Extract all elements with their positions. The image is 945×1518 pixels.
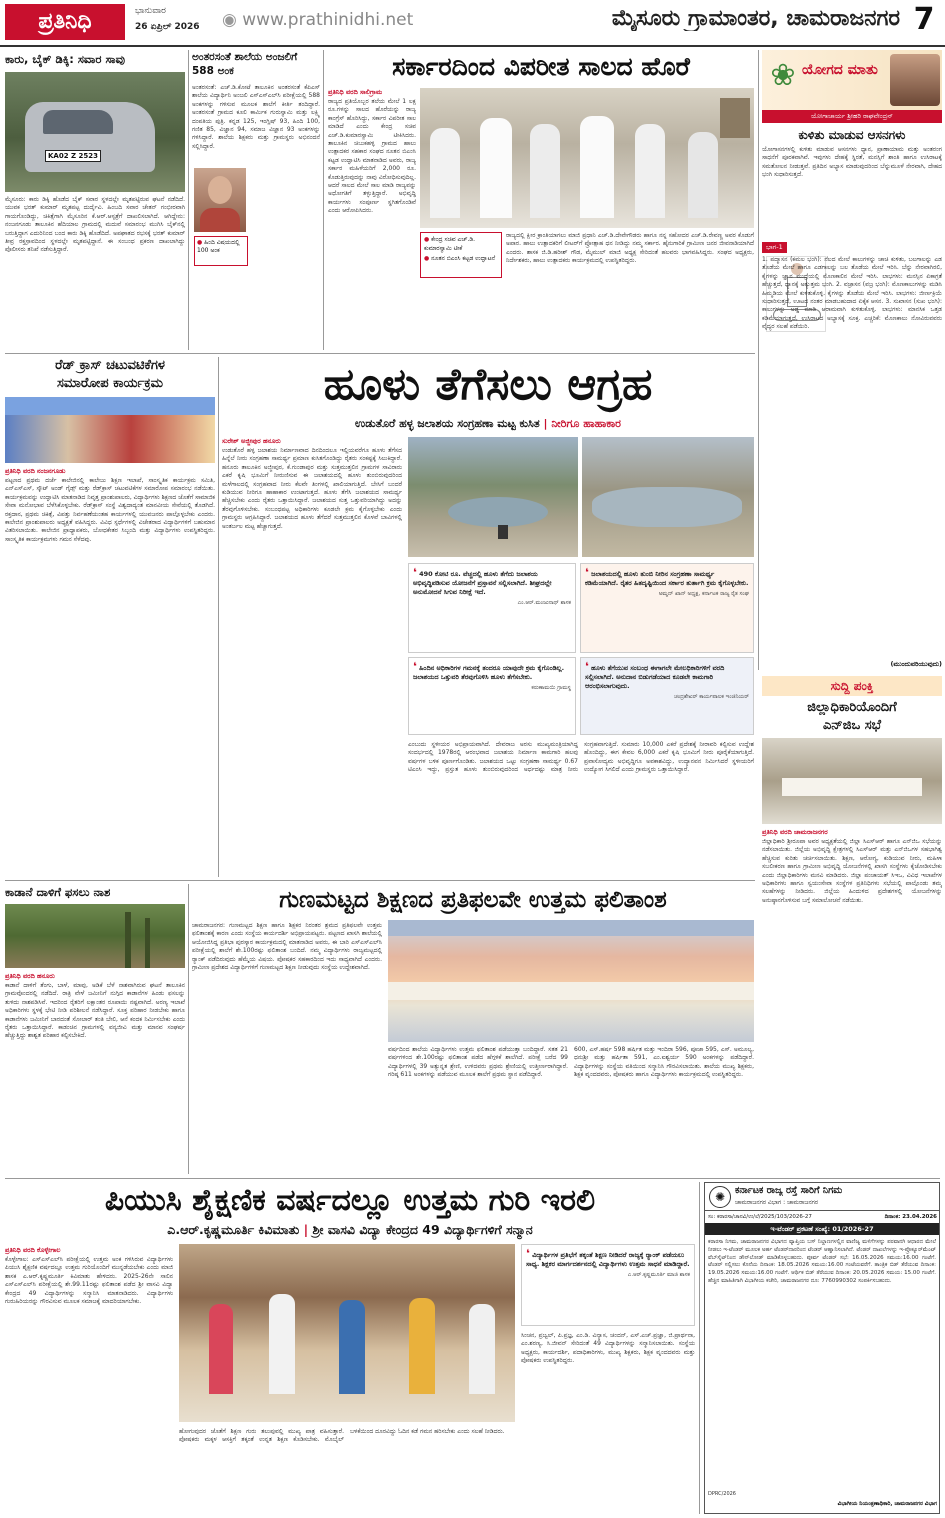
quote-box-3 xyxy=(408,657,576,735)
yoga-author-bar xyxy=(762,110,942,123)
issue-day: ಭಾನುವಾರ xyxy=(135,6,166,16)
accident-body: ಮೈಸೂರು: ಕಾರು ಡಿಕ್ಕಿ ಹೊಡೆದ ಬೈಕ್ ಸವಾರ ಸ್ಥಳದಲ್ಲೇ ಮೃತಪಟ್ಟಿರುವ ಘಟನೆ ನಡೆದಿದೆ. ಯುವಕ ಭರತ್ ಕುಮಾರ್ ಮೃತಪಟ್ಟ ದುರ್ದೈವಿ. ಹಿಂಬದಿ ಸವಾರ ಚೇತನ್ ಗಂಭೀರವಾಗಿ ಗಾಯಗೊಂಡಿದ್ದು, ಚಿಕಿತ್ಸೆಗಾಗಿ ಮೈಸೂರಿನ ಕೆ.ಆರ್.ಆಸ್ಪತ್ರೆಗೆ ದಾಖಲಿಸಲಾಗಿದೆ. ಆಗಿದ್ದೇನು: ನಂಜನಗೂಡು ತಾಲೂಕಿನ ಹೆದಿಯಾಲ ಗ್ರಾಮದಲ್ಲಿ ಮದುವೆ ಸಮಾರಂಭ ಮುಗಿಸಿ ಬೈಕ್‌ನಲ್ಲಿ ಬರುತ್ತಿದ್ದಾಗ ಎದುರಿನಿಂದ ಬಂದ ಕಾರು ಡಿಕ್ಕಿ ಹೊಡೆದಿದೆ. ಅಪಘಾತದ ರಭಸಕ್ಕೆ ಭರತ್ ಕುಮಾರ್ ತೀವ್ರ ರಕ್ತಸ್ರಾವದಿಂದ ಸ್ಥಳದಲ್ಲೇ ಮೃತಪಟ್ಟಿದ್ದಾನೆ. ಈ ಸಂಬಂಧ ಪ್ರಕರಣ ದಾಖಲಾಗಿದ್ದು ಪೊಲೀಸರು ತನಿಖೆ ನಡೆಸುತ್ತಿದ್ದಾರೆ. xyxy=(5,196,185,254)
suddi-byline: ಪ್ರತಿನಿಧಿ ವರದಿ ಚಾಮರಾಜನಗರ xyxy=(762,828,828,836)
ngo-meeting-photo xyxy=(762,738,942,824)
results-body-mid: ವರ್ಷದಿಂದ ಶಾಲೆಯ ವಿದ್ಯಾರ್ಥಿಗಳು ಉತ್ತಮ ಫಲಿತಾಂಶ ಪಡೆಯುತ್ತಾ ಬಂದಿದ್ದಾರೆ. ಸತತ 21 ವರ್ಷಗಳಿಂದ ಶೇ.100ರಷ್ಟು ಫಲಿತಾಂಶ ಪಡೆದ ಹೆಗ್ಗಳಿಕೆ ಶಾಲೆಗಿದೆ. ಪರೀಕ್ಷೆ ಬರೆದ 99 ವಿದ್ಯಾರ್ಥಿಗಳಲ್ಲಿ 39 ಅತ್ಯುನ್ನತ ಶ್ರೇಣಿ, ಉಳಿದವರು ಪ್ರಥಮ ಶ್ರೇಣಿಯಲ್ಲಿ ಉತ್ತೀರ್ಣರಾಗಿದ್ದಾರೆ. ಗರಿಷ್ಠ 611 ಅಂಕಗಳನ್ನು ಪಡೆಯುವ ಮೂಲಕ ಶಾಲೆಗೆ ಪ್ರಥಮ ಸ್ಥಾನ ಪಡೆದಿದ್ದಾರೆ. xyxy=(388,1046,568,1079)
silt-body-right: ಎಂಬುದು ಸ್ಥಳೀಯರ ಅಭಿಪ್ರಾಯವಾಗಿದೆ. ದೇವರಾಜ ಅರಸು ಮುಖ್ಯಮಂತ್ರಿಯಾಗಿದ್ದ ಸಂದರ್ಭದಲ್ಲಿ 1978ರಲ್ಲಿ ಆರಂಭವಾದ ಜಲಾಶಯ ನಿರ್ಮಾಣ ಕಾಮಗಾರಿ ಹಲವು ವರ್ಷಗಳ ಬಳಿಕ ಪೂರ್ಣಗೊಂಡಿತು. ಜಲಾಶಯದ ಒಟ್ಟು ಸಂಗ್ರಹಣಾ ಸಾಮರ್ಥ್ಯ 0.67 ಟಿಎಂಸಿ ಇದ್ದು, ಪ್ರಸ್ತುತ ಹೂಳು ತುಂಬಿರುವುದರಿಂದ ಅರ್ಧದಷ್ಟು ಮಾತ್ರ ನೀರು ಸಂಗ್ರಹವಾಗುತ್ತಿದೆ. ಸುಮಾರು 10,000 ಎಕರೆ ಪ್ರದೇಶಕ್ಕೆ ನೀರಾವರಿ ಕಲ್ಪಿಸುವ ಉದ್ದೇಶ ಹೊಂದಿದ್ದು, ಈಗ ಕೇವಲ 6,000 ಎಕರೆ ಕೃಷಿ ಭೂಮಿಗೆ ನೀರು ಪೂರೈಕೆಯಾಗುತ್ತಿದೆ. ಪ್ರವಾಸೋದ್ಯಮ ಅಭಿವೃದ್ಧಿಗೂ ಅವಕಾಶವಿದ್ದು, ಉದ್ಯಾನವನ ನಿರ್ಮಿಸಿದರೆ ಸ್ಥಳೀಯರಿಗೆ ಉದ್ಯೋಗ ಸಿಗಲಿದೆ ಎಂದು ಗ್ರಾಮಸ್ಥರು ಒತ್ತಾಯಿಸಿದ್ದಾರೆ. xyxy=(408,741,754,774)
plate-number: KA02 Z 2523 xyxy=(45,150,101,162)
story-elephant xyxy=(5,884,185,1174)
loan-event-photo xyxy=(420,88,754,228)
felicitation-photo xyxy=(179,1244,515,1422)
issue-date: 26 ಏಪ್ರಿಲ್ 2026 xyxy=(135,22,200,32)
reservoir-photo-2 xyxy=(582,437,754,557)
redcross-headline-2: ಸಮಾರೋಪ ಕಾರ್ಯಕ್ರಮ xyxy=(56,376,163,391)
divider xyxy=(5,880,755,881)
drop-icon: ❛ xyxy=(585,566,589,579)
loan-info-box xyxy=(420,232,502,278)
quote-text-1: 490 ಕೋಟಿ ರೂ. ವೆಚ್ಚದಲ್ಲಿ ಹೂಳು ತೆಗೆದು ಜಲಾಶಯ ಅಭಿವೃದ್ಧಿಪಡಿಸುವ ಯೋಜನೆಗೆ ಪ್ರಸ್ತಾವನೆ ಸಲ್ಲಿಸಲಾಗಿದೆ. ಶೀಘ್ರದಲ್ಲೇ ಅನುಮೋದನೆ ಸಿಗುವ ನಿರೀಕ್ಷೆ ಇದೆ. xyxy=(413,570,552,596)
bullet-dot-icon: ● xyxy=(424,255,430,262)
pu-subhead-2: ಶ್ರೀ ವಾಸವಿ ವಿದ್ಯಾ ಕೇಂದ್ರದ 49 ವಿದ್ಯಾರ್ಥಿಗಳಿಗೆ ಸನ್ಮಾನ xyxy=(312,1222,533,1237)
yoga-banner xyxy=(762,50,942,110)
suddi-title: ಸುದ್ದಿ ಪಂಕ್ತಿ xyxy=(830,679,874,693)
pu-body-left: ಕೊಳ್ಳೇಗಾಲ: ಎಸ್ಎಸ್ಎಲ್‌ಸಿ ಪರೀಕ್ಷೆಯಲ್ಲಿ ಉತ್ತಮ ಅಂಕ ಗಳಿಸಿರುವ ವಿದ್ಯಾರ್ಥಿಗಳು ಪಿಯುಸಿ ಶೈಕ್ಷಣಿಕ ವರ್ಷದಲ್ಲೂ ಉತ್ತಮ ಗುರಿಯೊಂದಿಗೆ ಮುನ್ನಡೆಯಬೇಕು ಎಂದು ಮಾಜಿ ಶಾಸಕ ಎ.ಆರ್.ಕೃಷ್ಣಮೂರ್ತಿ ಕಿವಿಮಾತು ಹೇಳಿದರು. 2025-26ನೇ ಸಾಲಿನ ಎಸ್ಎಸ್ಎಲ್‌ಸಿ ಪರೀಕ್ಷೆಯಲ್ಲಿ ಶೇ.99.11ರಷ್ಟು ಫಲಿತಾಂಶ ಪಡೆದ ಶ್ರೀ ವಾಸವಿ ವಿದ್ಯಾ ಕೇಂದ್ರದ 49 ವಿದ್ಯಾರ್ಥಿಗಳನ್ನು ಸನ್ಮಾನಿಸಿ ಮಾತನಾಡಿದರು. ವಿದ್ಯಾರ್ಥಿಗಳು ಗುರುಹಿರಿಯರನ್ನು ಗೌರವಿಸುವ ಮೂಲಕ ಸಮಾಜಕ್ಕೆ ಮಾದರಿಯಾಗಬೇಕು. xyxy=(5,1256,173,1306)
tender-signoff: ವಿಭಾಗೀಯ ನಿಯಂತ್ರಣಾಧಿಕಾರಿ, ಚಾಮರಾಜನಗರ ವಿಭಾಗ xyxy=(837,1501,937,1507)
exam-caption: ಹಿಂದಿ ವಿಷಯದಲ್ಲಿ 100 ಅಂಕ xyxy=(197,239,240,254)
divider xyxy=(5,1178,940,1179)
divider xyxy=(188,884,189,1174)
redcross-photo xyxy=(5,397,215,463)
elephant-headline: ಕಾಡಾನೆ ದಾಳಿಗೆ ಫಸಲು ನಾಶ xyxy=(5,885,111,899)
quote-box-1 xyxy=(408,563,576,653)
divider xyxy=(188,50,189,350)
elephant-byline: ಪ್ರತಿನಿಧಿ ವರದಿ ಹನೂರು xyxy=(5,972,55,980)
bullet-dot-icon: ● xyxy=(424,236,430,243)
crop-damage-photo xyxy=(5,904,185,968)
story-accident xyxy=(5,50,185,350)
page-number: 7 xyxy=(913,2,935,37)
drop-icon: ❛ xyxy=(526,1247,530,1260)
pu-subhead-text: ಎ.ಆರ್.ಕೃಷ್ಣಮೂರ್ತಿ ಕಿವಿಮಾತು xyxy=(167,1222,300,1237)
suddi-headline-1: ಜಿಲ್ಲಾಧಿಕಾರಿಯೊಂದಿಗೆ xyxy=(807,700,897,715)
pu-byline: ಪ್ರತಿನಿಧಿ ವರದಿ ಕೊಳ್ಳೇಗಾಲ xyxy=(5,1246,61,1254)
results-headline: ಗುಣಮಟ್ಟದ ಶಿಕ್ಷಣದ ಪ್ರತಿಫಲವೇ ಉತ್ತಮ ಫಲಿತಾಂಶ xyxy=(279,887,667,913)
silt-subhead-text: ಉಡುತೊರೆ ಹಳ್ಳ ಜಲಾಶಯ ಸಂಗ್ರಹಣಾ ಮಟ್ಟ ಕುಸಿತ xyxy=(355,417,540,430)
pu-headline: ಪಿಯುಸಿ ಶೈಕ್ಷಣಿಕ ವರ್ಷದಲ್ಲೂ ಉತ್ತಮ ಗುರಿ ಇರಲಿ xyxy=(104,1183,596,1218)
quote-box-2 xyxy=(580,563,754,653)
drop-icon: ❛ xyxy=(413,660,417,673)
tender-notice-bar xyxy=(705,1223,939,1235)
info-row-1 xyxy=(424,236,498,253)
suddi-headline-2: ಎನ್‌ಜಿಒ ಸಭೆ xyxy=(822,718,882,733)
pu-subhead xyxy=(5,1222,695,1238)
tender-header xyxy=(705,1183,939,1211)
drop-icon: ❛ xyxy=(413,566,417,579)
subhead-separator: | xyxy=(543,417,552,430)
author-photo xyxy=(890,54,940,106)
tender-notice-no: ಇ-ಟೆಂಡರ್ ಪ್ರಕಟಣೆ ಸಂಖ್ಯೆ: 01/2026-27 xyxy=(770,1225,874,1233)
pu-quote-attr: ಎ.ಆರ್.ಕೃಷ್ಣಮೂರ್ತಿ ಮಾಜಿ ಶಾಸಕ xyxy=(627,1272,690,1278)
subhead-separator: | xyxy=(303,1222,313,1237)
loan-body-right: ರಾಜ್ಯದಲ್ಲಿ ಕ್ಷೀರ ಕ್ರಾಂತಿಯಾಗಲು ಮಾಜಿ ಪ್ರಧಾನಿ ಎಚ್.ಡಿ.ದೇವೇಗೌಡರು ಹಾಗೂ ನನ್ನ ಸಹೋದರ ಎಚ್.ಡಿ.ರೇವಣ್ಣ ಅವರ ಕೊಡುಗೆ ಅಪಾರ. ಹಾಲು ಉತ್ಪಾದಕರಿಗೆ ಲೀಟರ್‌ಗೆ ಪ್ರೋತ್ಸಾಹ ಧನ ನೀಡಿದ್ದು ನಮ್ಮ ಸರ್ಕಾರ. ಹೈನುಗಾರಿಕೆ ಗ್ರಾಮೀಣ ಜನರ ಜೀವನಾಡಿಯಾಗಿದೆ ಎಂದರು. ಶಾಸಕ ಜಿ.ಡಿ.ಹರೀಶ್ ಗೌಡ, ಮೈಮುಲ್ ಮಾಜಿ ಅಧ್ಯಕ್ಷ ಸೇರಿದಂತೆ ಹಲವರು ಭಾಗವಹಿಸಿದ್ದರು. ಸಂಘದ ಅಧ್ಯಕ್ಷರು, ನಿರ್ದೇಶಕರು, ಹಾಲು ಉತ್ಪಾದಕರು ಕಾರ್ಯಕ್ರಮದಲ್ಲಿ ಉಪಸ್ಥಿತರಿದ್ದರು. xyxy=(506,232,754,265)
exam-body: ಅಂತರಸಂತೆ: ಎಚ್.ಡಿ.ಕೋಟೆ ತಾಲೂಕಿನ ಅಂತರಸಂತೆ ಕೆಪಿಎಸ್ ಶಾಲೆಯ ವಿದ್ಯಾರ್ಥಿನಿ ಅಂಜಲಿ ಎಸ್ಎಸ್ಎಲ್‌ಸಿ ಪರೀಕ್ಷೆಯಲ್ಲಿ 588 ಅಂಕಗಳನ್ನು ಗಳಿಸುವ ಮೂಲಕ ಶಾಲೆಗೆ ಕೀರ್ತಿ ತಂದಿದ್ದಾರೆ. ಅಂತರಸಂತೆ ಗ್ರಾಮದ ಕೂಲಿ ಕಾರ್ಮಿಕ ಗುರುಸ್ವಾಮಿ ಮತ್ತು ಲಕ್ಷ್ಮಿ ದಂಪತಿಯ ಪುತ್ರಿ. ಕನ್ನಡ 125, ಇಂಗ್ಲಿಷ್ 93, ಹಿಂದಿ 100, ಗಣಿತ 85, ವಿಜ್ಞಾನ 94, ಸಮಾಜ ವಿಜ್ಞಾನ 93 ಅಂಕಗಳನ್ನು ಗಳಿಸಿದ್ದಾರೆ. ಶಾಲೆಯ ಶಿಕ್ಷಕರು ಮತ್ತು ಗ್ರಾಮಸ್ಥರು ಅಭಿನಂದನೆ ಸಲ್ಲಿಸಿದ್ದಾರೆ. xyxy=(192,84,320,150)
pu-body-mid: ಹೋಗುವುದರ ಜೊತೆಗೆ ಶಿಕ್ಷಣ ಗುರು ತಲುಪುವಲ್ಲಿ ಮುಖ್ಯ ಪಾತ್ರ ವಹಿಸುತ್ತಾರೆ. ಪೋಷಕರು ಮಕ್ಕಳ ಆಸಕ್ತಿಗೆ ತಕ್ಕಂತೆ ಉನ್ನತ ಶಿಕ್ಷಣ ಕೊಡಿಸಬೇಕು. ಮೊಬೈಲ್ ಬಳಕೆಯಿಂದ ದೂರವಿದ್ದು ಓದಿನ ಕಡೆ ಗಮನ ಹರಿಸಬೇಕು ಎಂದು ಸಲಹೆ ನೀಡಿದರು. xyxy=(179,1428,505,1444)
quote-attr-3: ಕರುಣಾಮಯಿ ಗ್ರಾಮಸ್ಥ xyxy=(531,685,571,691)
divider xyxy=(699,1182,700,1514)
website-text: www.prathinidhi.net xyxy=(242,10,414,30)
tender-code: DPRC/2026 xyxy=(708,1491,736,1497)
pu-body-right: ಸಿಂಚನ, ಪ್ರಜ್ವಲ್, ಪಿ.ಪ್ರಜ್ಞ, ಎಂ.ಡಿ. ವಿನ್ಯಾಸ, ಚಂದನ್, ಎಸ್.ಎಚ್.ಪ್ರಜ್ಞಾ, ಜಿ.ಪ್ರಾರ್ಥನಾ, ಎಂ.ಶರಣ್ಯ, ಸಿ.ಜೀವನ್ ಸೇರಿದಂತೆ 49 ವಿದ್ಯಾರ್ಥಿಗಳನ್ನು ಸನ್ಮಾನಿಸಲಾಯಿತು. ಸಂಸ್ಥೆಯ ಅಧ್ಯಕ್ಷರು, ಕಾರ್ಯದರ್ಶಿ, ಪದಾಧಿಕಾರಿಗಳು, ಮುಖ್ಯ ಶಿಕ್ಷಕರು, ಶಿಕ್ಷಕ ವೃಂದದವರು ಮತ್ತು ಪೋಷಕರು ಉಪಸ್ಥಿತರಿದ್ದರು. xyxy=(521,1332,695,1365)
tender-date: ದಿನಾಂಕ: 23.04.2026 xyxy=(884,1214,937,1220)
story-results xyxy=(192,884,754,1174)
pu-quote-text: ವಿದ್ಯಾರ್ಥಿಗಳ ಪ್ರತಿಭೆಗೆ ತಕ್ಕಂತೆ ಶಿಕ್ಷಣ ನೀಡಿದರೆ ರಾಜ್ಯಕ್ಕೆ ರ‍್ಯಾಂಕ್ ಪಡೆಯಲು ಸಾಧ್ಯ. ಶಿಕ್ಷಕರ ಮಾರ್ಗದರ್ಶನದಲ್ಲಿ ವಿದ್ಯಾರ್ಥಿಗಳು ಉತ್ತಮ ಸಾಧನೆ ಮಾಡಿದ್ದಾರೆ. xyxy=(526,1251,690,1268)
quote-text-2: ಜಲಾಶಯದಲ್ಲಿ ಹೂಳು ತುಂಬಿ ನೀರಿನ ಸಂಗ್ರಹಣಾ ಸಾಮರ್ಥ್ಯ ಕಡಿಮೆಯಾಗಿದೆ. ರೈತರ ಹಿತದೃಷ್ಟಿಯಿಂದ ಸರ್ಕಾರ ತುರ್ತಾಗಿ ಕ್ರಮ ಕೈಗೊಳ್ಳಬೇಕು. xyxy=(585,570,749,587)
yoga-author: ಯೋಗಾಚಾರ್ಯ ಶ್ರೀಹರಿ ರಾಘವೇಂದ್ರನ್ xyxy=(811,112,893,120)
logo-text: ಪ್ರತಿನಿಧಿ xyxy=(38,9,92,34)
silt-subhead xyxy=(222,417,754,431)
yoga-signoff: (ಮುಂದುವರಿಯುವುದು) xyxy=(890,660,942,668)
quote-attr-1: ಎಂ.ಆರ್.ಮಂಜುನಾಥ್ ಶಾಸಕ xyxy=(517,600,571,606)
reservoir-photo-1 xyxy=(408,437,578,557)
info-text-2: ನೂತನ ಬಿಎಂಸಿ ಕಟ್ಟಡ ಉದ್ಘಾಟನೆ xyxy=(431,255,496,262)
bullet-dot-icon: ● xyxy=(197,239,203,246)
students-group-photo xyxy=(388,920,754,1042)
quote-attr-4: ಚಂದ್ರಶೇಖರ್ ಕಾರ್ಯಪಾಲಕ ಇಂಜಿನಿಯರ್ xyxy=(673,694,749,700)
tender-division: ಚಾಮರಾಜನಗರ ವಿಭಾಗ : ಚಾಮರಾಜನಗರ xyxy=(735,1199,819,1206)
accident-headline: ಕಾರು, ಬೈಕ್ ಡಿಕ್ಕಿ: ಸವಾರ ಸಾವು xyxy=(5,52,125,66)
student-photo xyxy=(194,168,246,232)
divider xyxy=(323,50,324,350)
info-text-1: ಕೇಂದ್ರ ಸಚಿವ ಎಚ್.ಡಿ. ಕುಮಾರಸ್ವಾಮಿ ಟೀಕೆ xyxy=(424,236,476,252)
loan-byline: ಪ್ರತಿನಿಧಿ ವರದಿ ಸಾಲಿಗ್ರಾಮ xyxy=(328,88,383,96)
yoga-column xyxy=(762,50,942,670)
results-body-right: 600, ಎಸ್.ಹರ್ಷ 598 ಹರ್ಷಿತ ಮತ್ತು ಇಂದಿರಾ 596, ಪೂಜಾ 595, ಎಸ್. ಅಮೂಲ್ಯ, ಧನುಶ್ರೀ ಮತ್ತು ಹರ್ಷಿತಾ 591, ಎಂ.ಐಶ್ವರ್ಯ 590 ಅಂಕಗಳನ್ನು ಪಡೆದಿದ್ದಾರೆ. ವಿದ್ಯಾರ್ಥಿಗಳನ್ನು ಸಂಸ್ಥೆಯ ವತಿಯಿಂದ ಸನ್ಮಾನಿಸಿ ಗೌರವಿಸಲಾಯಿತು. ಶಾಲೆಯ ಮುಖ್ಯ ಶಿಕ್ಷಕರು, ಶಿಕ್ಷಕ ವೃಂದದವರು, ಪೋಷಕರು ಹಾಗೂ ವಿದ್ಯಾರ್ಥಿಗಳು ಕಾರ್ಯಕ್ರಮದಲ್ಲಿ ಉಪಸ್ಥಿತರಿದ್ದರು. xyxy=(574,1046,754,1079)
masthead xyxy=(0,0,945,46)
redcross-headline-1: ರೆಡ್ ಕ್ರಾಸ್ ಚಟುವಟಿಕೆಗಳ xyxy=(55,358,165,373)
silt-byline: ಸುರೇಶ್ ಅಜ್ಜೀಪುರ ಹನೂರು xyxy=(222,437,281,445)
emblem-icon: ✺ xyxy=(709,1186,731,1208)
quote-text-3: ಹಿಂದಿನ ಅಧಿಕಾರಿಗಳ ಗಮನಕ್ಕೆ ತಂದರೂ ಯಾವುದೇ ಕ್ರಮ ಕೈಗೊಂಡಿಲ್ಲ. ಜಲಾಶಯದ ಒತ್ತುವರಿ ತೆರವುಗೊಳಿಸಿ ಹೂಳು ತೆಗೆಸಬೇಕು. xyxy=(413,664,565,681)
suddi-body: ಜಿಲ್ಲಾಧಿಕಾರಿ ಶ್ರೀರೂಪಾ ಅವರ ಅಧ್ಯಕ್ಷತೆಯಲ್ಲಿ ಜಿಲ್ಲಾ ಸಿಎಸ್‌ಆರ್ ಹಾಗೂ ಎನ್‌ಜಿಒ ಸಭೆಯನ್ನು ನಡೆಸಲಾಯಿತು. ಜಿಲ್ಲೆಯ ಅಭಿವೃದ್ಧಿ ಕ್ಷೇತ್ರಗಳಲ್ಲಿ ಸಿಎಸ್‌ಆರ್ ಮತ್ತು ಎನ್‌ಜಿಒಗಳ ಸಹಭಾಗಿತ್ವ ಹೆಚ್ಚಿಸುವ ಕುರಿತು ಚರ್ಚಿಸಲಾಯಿತು. ಶಿಕ್ಷಣ, ಆರೋಗ್ಯ, ಕುಡಿಯುವ ನೀರು, ಮಹಿಳಾ ಸಬಲೀಕರಣ ಹಾಗೂ ಗ್ರಾಮೀಣ ಅಭಿವೃದ್ಧಿ ಯೋಜನೆಗಳಲ್ಲಿ ಖಾಸಗಿ ಸಂಸ್ಥೆಗಳು ಕೈಜೋಡಿಸಬೇಕು ಎಂದು ಜಿಲ್ಲಾಧಿಕಾರಿಗಳು ಮನವಿ ಮಾಡಿದರು. ಜಿಲ್ಲಾ ಪಂಚಾಯತ್ ಸಿಇಒ, ವಿವಿಧ ಇಲಾಖೆಗಳ ಅಧಿಕಾರಿಗಳು ಹಾಗೂ ಸ್ವಯಂಸೇವಾ ಸಂಸ್ಥೆಗಳ ಪ್ರತಿನಿಧಿಗಳು ಸಭೆಯಲ್ಲಿ ಪಾಲ್ಗೊಂಡು ತಮ್ಮ ಸಲಹೆಗಳನ್ನು ನೀಡಿದರು. ಜಿಲ್ಲೆಯ ಹಿಂದುಳಿದ ಪ್ರದೇಶಗಳಲ್ಲಿ ಯೋಜನೆಗಳನ್ನು ಅನುಷ್ಠಾನಗೊಳಿಸುವ ಬಗ್ಗೆ ಸಮಾಲೋಚನೆ ನಡೆಯಿತು. xyxy=(762,838,942,904)
drop-icon: ❛ xyxy=(585,660,589,673)
tender-body: ಕರಾರಸಾ ನಿಗಮ, ಚಾಮರಾಜನಗರ ವಿಭಾಗದ ವ್ಯಾಪ್ತಿಯ ಬಸ್ ನಿಲ್ದಾಣಗಳಲ್ಲಿನ ವಾಣಿಜ್ಯ ಮಳಿಗೆಗಳನ್ನು ಪರವಾನಗಿ ಆಧಾರದ ಮೇಲೆ ನೀಡಲು ಇ-ಟೆಂಡರ್ ಮೂಲಕ ಅರ್ಹ ಟೆಂಡರ್‌ದಾರರಿಂದ ಟೆಂಡರ್ ಆಹ್ವಾನಿಸಲಾಗಿದೆ. ಟೆಂಡರ್ ದಾಖಲೆಗಳನ್ನು ಇ-ಪ್ರೊಕ್ಯೂರ್‌ಮೆಂಟ್ ವೆಬ್‌ಸೈಟ್‌ನಿಂದ ಡೌನ್‌ಲೋಡ್ ಮಾಡಿಕೊಳ್ಳಬಹುದು. ಪೂರ್ವ ಟೆಂಡರ್ ಸಭೆ: 16.05.2026 ಸಮಯ:16.00 ಗಂಟೆಗೆ. ಟೆಂಡರ್ ಸಲ್ಲಿಸಲು ಕೊನೆಯ ದಿನಾಂಕ: 18.05.2026 ಸಮಯ:16.00 ಗಂಟೆಯವರೆಗೆ. ತಾಂತ್ರಿಕ ಬಿಡ್ ತೆರೆಯುವ ದಿನಾಂಕ: 19.05.2026 ಸಮಯ:16.00 ಗಂಟೆಗೆ. ಆರ್ಥಿಕ ಬಿಡ್ ತೆರೆಯುವ ದಿನಾಂಕ: 20.05.2026 ಸಮಯ: 15.00 ಗಂಟೆಗೆ. ಹೆಚ್ಚಿನ ಮಾಹಿತಿಗಾಗಿ ವಿಭಾಗೀಯ ಕಚೇರಿ, ಚಾಮರಾಜನಗರ ದೂ: 7760990302 ಸಂಪರ್ಕಿಸಬಹುದು. xyxy=(708,1239,936,1284)
website-link[interactable] xyxy=(222,10,413,30)
divider xyxy=(758,50,759,670)
quote-attr-2: ಅಮ್ಜದ್ ಖಾನ್ ಅಧ್ಯಕ್ಷ, ಕರ್ನಾಟಕ ರಾಜ್ಯ ರೈತ ಸಂಘ xyxy=(658,591,749,597)
silt-subhead-red: ನೀರಿಗೂ ಹಾಹಾಕಾರ xyxy=(551,417,621,430)
loan-headline: ಸರ್ಕಾರದಿಂದ ವಿಪರೀತ ಸಾಲದ ಹೊರೆ xyxy=(392,52,690,81)
yoga-intro: ಯೋಗಾಸನಗಳಲ್ಲಿ ಕುಳಿತು ಮಾಡುವ ಆಸನಗಳು ಧ್ಯಾನ, ಪ್ರಾಣಾಯಾಮ ಮತ್ತು ಅಂತರಂಗ ಸಾಧನೆಗೆ ಪೂರಕವಾಗಿವೆ. ಇವುಗಳು ದೇಹಕ್ಕೆ ಸ್ಥಿರತೆ, ಮನಸ್ಸಿಗೆ ಶಾಂತಿ ಹಾಗೂ ಉಸಿರಾಟಕ್ಕೆ ಸಮತೋಲನ ನೀಡುತ್ತವೆ. ಪ್ರತಿದಿನ ಅಭ್ಯಾಸ ಮಾಡುವುದರಿಂದ ಬೆನ್ನುಮೂಳೆ ನೇರವಾಗಿ, ದೇಹದ ಭಂಗಿ ಸುಧಾರಿಸುತ್ತದೆ. xyxy=(762,146,942,179)
silt-headline: ಹೂಳು ತೆಗೆಸಲು ಆಗ್ರಹ xyxy=(323,359,653,410)
globe-icon: ◉ xyxy=(222,10,237,30)
story-pu xyxy=(5,1182,695,1514)
redcross-byline: ಪ್ರತಿನಿಧಿ ವರದಿ ನಂಜನಗೂಡು xyxy=(5,467,66,475)
yoga-part-badge: ಭಾಗ-1 xyxy=(762,242,787,253)
yoga-items: 1. ಪದ್ಮಾಸನ (ಕಮಲ ಭಂಗಿ): ನೆಲದ ಮೇಲೆ ಕಾಲುಗಳನ್ನು ಚಾಚಿ ಕುಳಿತು, ಬಲಗಾಲನ್ನು ಎಡ ತೊಡೆಯ ಮೇಲೆ ಹಾಗೂ ಎಡಗಾಲನ್ನು ಬಲ ತೊಡೆಯ ಮೇಲೆ ಇರಿಸಿ. ಬೆನ್ನು ನೇರವಾಗಿರಲಿ, ಕೈಗಳನ್ನು ಜ್ಞಾನ ಮುದ್ರೆಯಲ್ಲಿ ಮೊಣಕಾಲಿನ ಮೇಲೆ ಇರಿಸಿ. ಲಾಭಗಳು: ಮನಸ್ಸಿನ ಏಕಾಗ್ರತೆ ಹೆಚ್ಚುತ್ತದೆ, ಧ್ಯಾನಕ್ಕೆ ಅತ್ಯುತ್ತಮ ಭಂಗಿ. 2. ವಜ್ರಾಸನ (ವಜ್ರ ಭಂಗಿ): ಮೊಣಕಾಲುಗಳನ್ನು ಮಡಿಸಿ ಹಿಮ್ಮಡಿಯ ಮೇಲೆ ಕುಳಿತುಕೊಳ್ಳಿ. ಕೈಗಳನ್ನು ತೊಡೆಯ ಮೇಲೆ ಇರಿಸಿ. ಲಾಭಗಳು: ಜೀರ್ಣಕ್ರಿಯೆ ಸುಧಾರಿಸುತ್ತದೆ, ಊಟದ ನಂತರ ಮಾಡಬಹುದಾದ ಏಕೈಕ ಆಸನ. 3. ಸುಖಾಸನ (ಸುಖ ಭಂಗಿ): ಕಾಲುಗಳನ್ನು ಅಡ್ಡ ಮಾಡಿ ಆರಾಮವಾಗಿ ಕುಳಿತುಕೊಳ್ಳಿ. ಲಾಭಗಳು: ಮಾನಸಿಕ ಒತ್ತಡ ಕಡಿಮೆಯಾಗುತ್ತದೆ, ಉಸಿರಾಟದ ಅಭ್ಯಾಸಕ್ಕೆ ಸೂಕ್ತ. ಎಚ್ಚರಿಕೆ: ಮೊಣಕಾಲು ನೋವಿರುವವರು ವೈದ್ಯರ ಸಲಹೆ ಪಡೆಯಿರಿ. xyxy=(762,256,942,331)
story-loan xyxy=(328,50,754,350)
yoga-headline: ಕುಳಿತು ಮಾಡುವ ಆಸನಗಳು xyxy=(798,128,906,142)
story-redcross xyxy=(5,357,215,877)
loan-body-left: ರಾಜ್ಯದ ಪ್ರತಿಯೊಬ್ಬರ ತಲೆಯ ಮೇಲೆ 1 ಲಕ್ಷ ರೂ.ಗಳನ್ನು ಸಾಲದ ಹೊರೆಯನ್ನು ರಾಜ್ಯ ಕಾಂಗ್ರೆಸ್ ಹೊರಿಸಿದ್ದು, ಸರ್ಕಾರ ವಿಪರೀತ ಸಾಲ ಮಾಡಿದೆ ಎಂದು ಕೇಂದ್ರ ಸಚಿವ ಎಚ್.ಡಿ.ಕುಮಾರಸ್ವಾಮಿ ಟೀಕಿಸಿದರು. ತಾಲೂಕಿನ ಚಿಬುಕಹಳ್ಳಿ ಗ್ರಾಮದ ಹಾಲು ಉತ್ಪಾದಕರ ಸಹಕಾರ ಸಂಘದ ನೂತನ ಬಿಎಂಸಿ ಕಟ್ಟಡ ಉದ್ಘಾಟಿಸಿ ಮಾತನಾಡಿದ ಅವರು, ರಾಜ್ಯ ಸರ್ಕಾರ ಮಹಿಳೆಯರಿಗೆ 2,000 ರೂ. ಕೊಡುತ್ತಿರುವುದನ್ನು ನಾವು ವಿರೋಧಿಸುವುದಿಲ್ಲ. ಆದರೆ ಸಾಲದ ಮೇಲೆ ಸಾಲ ಮಾಡಿ ರಾಜ್ಯವನ್ನು ಅಧೋಗತಿಗೆ ತಳ್ಳುತ್ತಿದ್ದಾರೆ. ಅಭಿವೃದ್ಧಿ ಕಾರ್ಯಗಳು ಸಂಪೂರ್ಣ ಸ್ಥಗಿತಗೊಂಡಿವೆ ಎಂದು ಆರೋಪಿಸಿದರು. xyxy=(328,98,416,215)
lotus-icon: ❀ xyxy=(770,58,796,93)
accident-photo xyxy=(5,72,185,192)
masthead-rule xyxy=(0,45,945,47)
info-row-2 xyxy=(424,255,498,264)
story-exam xyxy=(192,50,320,350)
results-body-left: ಚಾಮರಾಜನಗರ: ಗುಣಮಟ್ಟದ ಶಿಕ್ಷಣ ಹಾಗೂ ಶಿಕ್ಷಕರ ನಿರಂತರ ಶ್ರಮದ ಪ್ರತಿಫಲವೇ ಉತ್ತಮ ಫಲಿತಾಂಶಕ್ಕೆ ಕಾರಣ ಎಂದು ಸಂಸ್ಥೆಯ ಕಾರ್ಯದರ್ಶಿ ಅಭಿಪ್ರಾಯಪಟ್ಟರು. ಪಟ್ಟಣದ ಖಾಸಗಿ ಶಾಲೆಯಲ್ಲಿ ಆಯೋಜಿಸಿದ್ದ ಪ್ರತಿಭಾ ಪುರಸ್ಕಾರ ಕಾರ್ಯಕ್ರಮದಲ್ಲಿ ಮಾತನಾಡಿದ ಅವರು, ಈ ಬಾರಿ ಎಸ್ಎಸ್ಎಲ್‌ಸಿ ಪರೀಕ್ಷೆಯಲ್ಲಿ ಶಾಲೆಗೆ ಶೇ.100ರಷ್ಟು ಫಲಿತಾಂಶ ಬಂದಿದೆ. ನಮ್ಮ ವಿದ್ಯಾರ್ಥಿಗಳು ರಾಜ್ಯಮಟ್ಟದಲ್ಲಿ ರ‍್ಯಾಂಕ್ ಪಡೆದಿರುವುದು ಹೆಮ್ಮೆಯ ವಿಷಯ. ಪೋಷಕರ ಸಹಕಾರದಿಂದ ಇದು ಸಾಧ್ಯವಾಗಿದೆ ಎಂದರು. ಗ್ರಾಮೀಣ ಪ್ರದೇಶದ ವಿದ್ಯಾರ್ಥಿಗಳಿಗೆ ಗುಣಮಟ್ಟದ ಶಿಕ್ಷಣ ನೀಡುವುದು ಸಂಸ್ಥೆಯ ಉದ್ದೇಶವಾಗಿದೆ. xyxy=(192,922,382,972)
quote-box-4 xyxy=(580,657,754,735)
exam-headline: ಅಂತರಸಂತೆ ಶಾಲೆಯ ಅಂಜಲಿಗೆ 588 ಅಂಕ xyxy=(192,51,298,77)
quote-text-4: ಹೂಳು ತೆಗೆಯುವ ಸಂಬಂಧ ಈಗಾಗಲೇ ಮೇಲಧಿಕಾರಿಗಳಿಗೆ ವರದಿ ಸಲ್ಲಿಸಲಾಗಿದೆ. ಅನುದಾನ ಬಿಡುಗಡೆಯಾದ ಕೂಡಲೇ ಕಾಮಗಾರಿ ಆರಂಭಿಸಲಾಗುವುದು. xyxy=(585,664,725,690)
divider xyxy=(218,357,219,877)
tender-ref: ಸಂ: ಕರಾರಸಾ/ಚಾನವಿ/ಉ/ಲೆ/2025/103/2026-27 xyxy=(708,1214,812,1220)
redcross-body: ಪಟ್ಟಣದ ಪ್ರಥಮ ದರ್ಜೆ ಕಾಲೇಜಿನಲ್ಲಿ ಕಾಲೇಜು ಶಿಕ್ಷಣ ಇಲಾಖೆ, ಸಾಂಸ್ಕೃತಿಕ ಕಾರ್ಯಕ್ರಮ ಸಮಿತಿ, ಎನ್‌ಎಸ್‌ಎಸ್, ಸ್ಕೌಟ್ ಅಂಡ್ ಗೈಡ್ಸ್ ಮತ್ತು ರೆಡ್‌ಕ್ರಾಸ್ ಚಟುವಟಿಕೆಗಳ ಸಮಾರೋಪ ಸಮಾರಂಭ ನಡೆಯಿತು. ಕಾರ್ಯಕ್ರಮವನ್ನು ಉದ್ಘಾಟಿಸಿ ಮಾತನಾಡಿದ ನಿವೃತ್ತ ಪ್ರಾಂಶುಪಾಲರು, ವಿದ್ಯಾರ್ಥಿಗಳು ಶಿಕ್ಷಣದ ಜೊತೆಗೆ ಸಾಮಾಜಿಕ ಸೇವಾ ಮನೋಭಾವ ಬೆಳೆಸಿಕೊಳ್ಳಬೇಕು. ರೆಡ್‌ಕ್ರಾಸ್ ಸಂಸ್ಥೆ ವಿಶ್ವದಾದ್ಯಂತ ಮಾನವೀಯ ಸೇವೆಯಲ್ಲಿ ತೊಡಗಿದೆ. ರಕ್ತದಾನ, ಪ್ರಥಮ ಚಿಕಿತ್ಸೆ, ವಿಪತ್ತು ನಿರ್ವಹಣೆಯಂತಹ ಕಾರ್ಯಗಳಲ್ಲಿ ಯುವಜನರು ಪಾಲ್ಗೊಳ್ಳಬೇಕು ಎಂದರು. ಕಾಲೇಜಿನ ಪ್ರಾಂಶುಪಾಲರು ಅಧ್ಯಕ್ಷತೆ ವಹಿಸಿದ್ದರು. ವಿವಿಧ ಸ್ಪರ್ಧೆಗಳಲ್ಲಿ ವಿಜೇತರಾದ ವಿದ್ಯಾರ್ಥಿಗಳಿಗೆ ಬಹುಮಾನ ವಿತರಿಸಲಾಯಿತು. ಕಾಲೇಜಿನ ಪ್ರಾಧ್ಯಾಪಕರು, ಬೋಧಕೇತರ ಸಿಬ್ಬಂದಿ ಮತ್ತು ವಿದ್ಯಾರ್ಥಿಗಳು ಉಪಸ್ಥಿತರಿದ್ದರು. ಸಾಂಸ್ಕೃತಿಕ ಕಾರ್ಯಕ್ರಮಗಳು ಗಮನ ಸೆಳೆದವು. xyxy=(5,477,215,543)
exam-caption-box xyxy=(194,236,248,266)
section-title: ಮೈಸೂರು ಗ್ರಾಮಾಂತರ, ಚಾಮರಾಜನಗರ xyxy=(611,6,900,31)
pu-quote-box xyxy=(521,1244,695,1326)
yoga-badge: ಯೋಗದ ಮಾತು xyxy=(802,62,878,78)
tender-org: ಕರ್ನಾಟಕ ರಾಜ್ಯ ರಸ್ತೆ ಸಾರಿಗೆ ನಿಗಮ xyxy=(735,1185,843,1196)
elephant-body: ಕಾಡಾನೆ ದಾಳಿಗೆ ತೆಂಗು, ಬಾಳೆ, ಮಾವು, ಅಡಿಕೆ ಬೆಳೆ ನಾಶವಾಗಿರುವ ಘಟನೆ ತಾಲೂಕಿನ ಗ್ರಾಮವೊಂದರಲ್ಲಿ ನಡೆದಿದೆ. ರಾತ್ರಿ ವೇಳೆ ಜಮೀನಿಗೆ ನುಗ್ಗಿದ ಕಾಡಾನೆಗಳ ಹಿಂಡು ಫಸಲನ್ನು ತುಳಿದು ನಾಶಪಡಿಸಿವೆ. ಇದರಿಂದ ರೈತರಿಗೆ ಲಕ್ಷಾಂತರ ರೂಪಾಯಿ ನಷ್ಟವಾಗಿದೆ. ಅರಣ್ಯ ಇಲಾಖೆ ಅಧಿಕಾರಿಗಳು ಸ್ಥಳಕ್ಕೆ ಭೇಟಿ ನೀಡಿ ಪರಿಶೀಲನೆ ನಡೆಸಿದ್ದಾರೆ. ಸೂಕ್ತ ಪರಿಹಾರ ನೀಡಬೇಕು ಹಾಗೂ ಕಾಡಾನೆಗಳು ಜಮೀನಿಗೆ ಬಾರದಂತೆ ಸೋಲಾರ್ ತಂತಿ ಬೇಲಿ, ಆನೆ ಕಂದಕ ನಿರ್ಮಿಸಬೇಕು ಎಂದು ರೈತರು ಒತ್ತಾಯಿಸಿದ್ದಾರೆ. ಕಾಡಂಚಿನ ಗ್ರಾಮಗಳಲ್ಲಿ ವನ್ಯಜೀವಿ ಮತ್ತು ಮಾನವ ಸಂಘರ್ಷ ಹೆಚ್ಚುತ್ತಿದ್ದು ಶಾಶ್ವತ ಪರಿಹಾರ ಕಲ್ಪಿಸಬೇಕಿದೆ. xyxy=(5,982,185,1040)
divider xyxy=(5,353,755,354)
tender-notice xyxy=(704,1182,940,1514)
silt-body-left: ಉಡುತೊರೆ ಹಳ್ಳ ಜಲಾಶಯ ನಿರ್ಮಾಣವಾದ ದಿನದಿಂದಲೂ ಇಲ್ಲಿಯವರೆಗೂ ಹೂಳು ತೆಗೆಸದ ಹಿನ್ನೆಲೆ ನೀರು ಸಂಗ್ರಹಣಾ ಸಾಮರ್ಥ್ಯ ಪ್ರಮಾಣ ಕುಸಿತಗೊಂಡಿದ್ದು ರೈತರು ಸಂಕಷ್ಟಕ್ಕೆ ಸಿಲುಕಿದ್ದಾರೆ. ಹನೂರು ತಾಲೂಕಿನ ಅಜ್ಜೀಪುರ, ಕೆ.ಗುಂಡಾಪುರ ಮತ್ತು ಸುತ್ತಮುತ್ತಲಿನ ಗ್ರಾಮಗಳ ಸಾವಿರಾರು ಎಕರೆ ಕೃಷಿ ಭೂಮಿಗೆ ನೀರುಣಿಸುವ ಈ ಜಲಾಶಯದಲ್ಲಿ ಹೂಳು ತುಂಬಿರುವುದರಿಂದ ಮಳೆಗಾಲದಲ್ಲಿ ಸಂಗ್ರಹವಾದ ನೀರು ಕೆಲವೇ ತಿಂಗಳಲ್ಲಿ ಖಾಲಿಯಾಗುತ್ತಿದೆ. ಬೇಸಿಗೆ ಬಂದರೆ ಕುಡಿಯುವ ನೀರಿಗೂ ಹಾಹಾಕಾರ ಉಂಟಾಗುತ್ತದೆ. ಹೂಳು ತೆಗೆಸಿ ಜಲಾಶಯದ ಸಾಮರ್ಥ್ಯ ಹೆಚ್ಚಿಸಬೇಕು ಎಂದು ರೈತರು ಒತ್ತಾಯಿಸಿದ್ದಾರೆ. ಜಲಾಶಯದ ಸುತ್ತ ಒತ್ತುವರಿಯಾಗಿದ್ದು ಅದನ್ನು ತೆರವುಗೊಳಿಸಬೇಕು. ಸಂಬಂಧಪಟ್ಟ ಅಧಿಕಾರಿಗಳು ಕೂಡಲೇ ಕ್ರಮ ಕೈಗೊಳ್ಳಬೇಕು ಎಂದು ಗ್ರಾಮಸ್ಥರು ಆಗ್ರಹಿಸಿದ್ದಾರೆ. ಜಲಾಶಯದ ಹೂಳು ತೆಗೆದರೆ ಸುತ್ತಮುತ್ತಲಿನ ಕೊಳವೆ ಬಾವಿಗಳಲ್ಲಿ ಅಂತರ್ಜಲ ಮಟ್ಟ ಹೆಚ್ಚಾಗುತ್ತದೆ. xyxy=(222,447,402,530)
exam-body-cont xyxy=(252,168,320,348)
story-silt xyxy=(222,357,754,877)
suddi-title-bar xyxy=(762,676,942,696)
logo-block xyxy=(5,4,125,40)
